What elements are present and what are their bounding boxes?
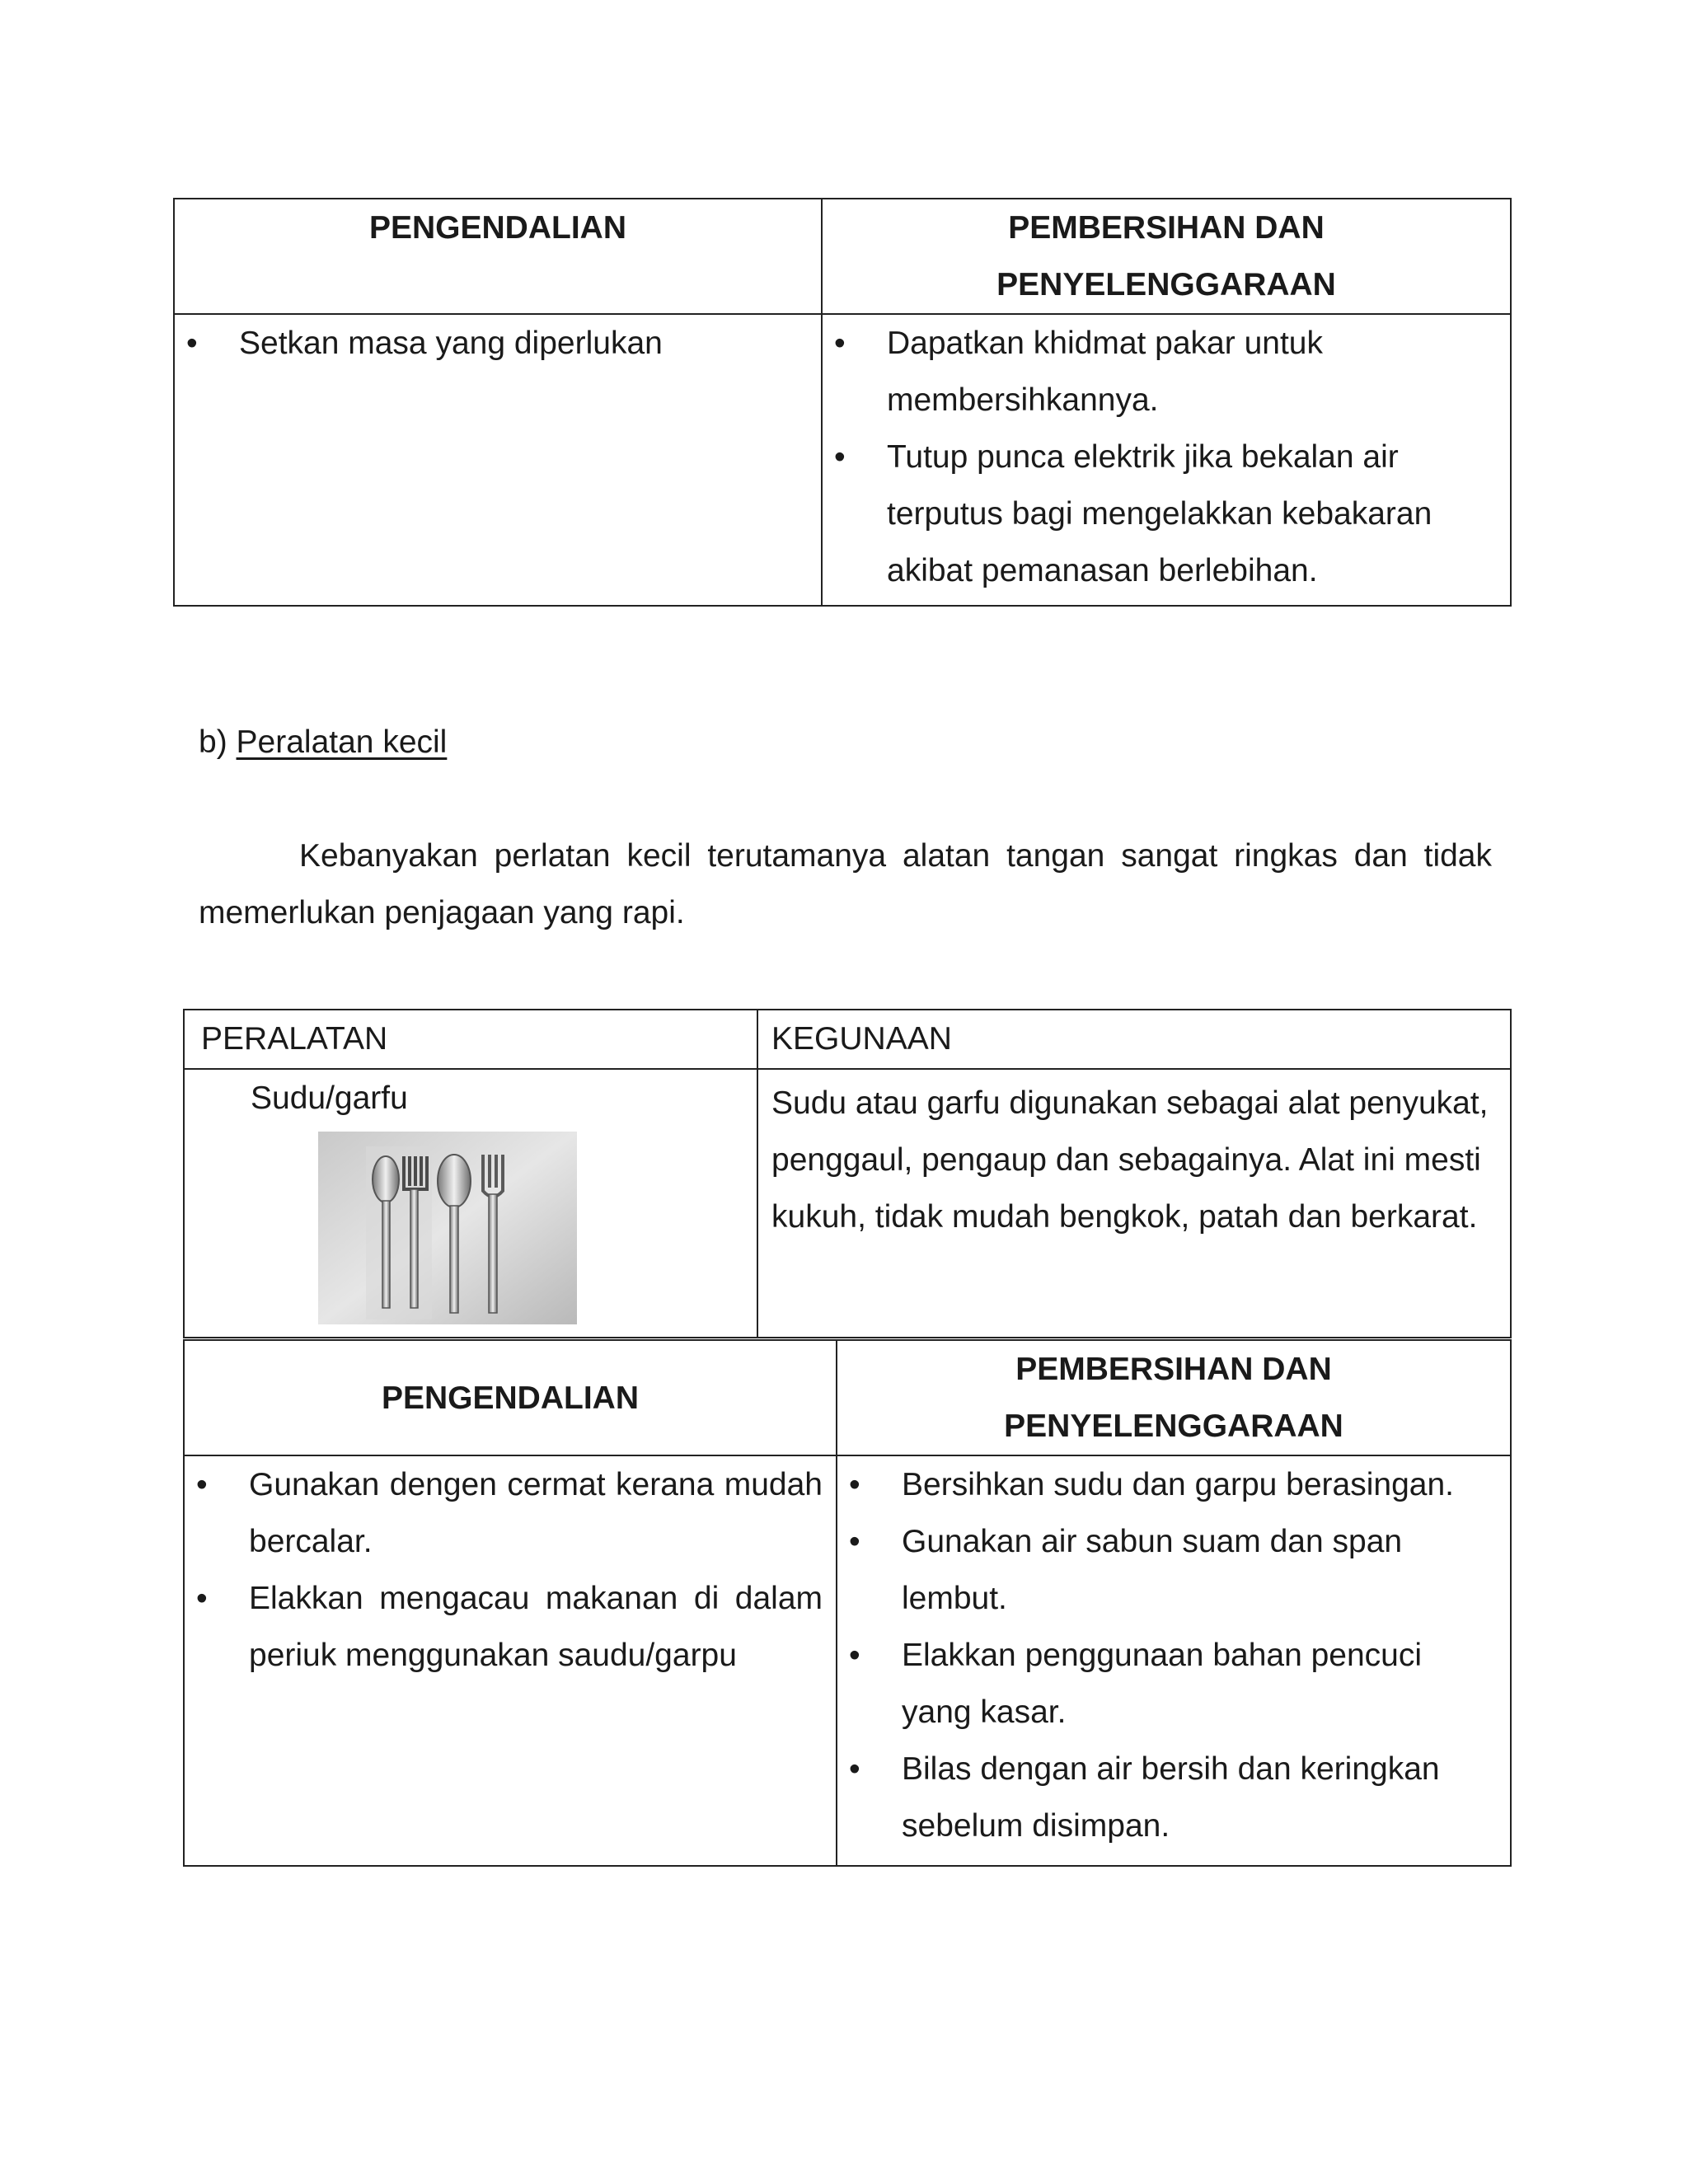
equipment-item-cell (184, 1069, 757, 1338)
list-item: • Bersihkan sudu dan garpu berasingan. (837, 1456, 1485, 1513)
care-table (183, 1339, 1512, 1867)
handling-header: PENGENDALIAN (381, 1380, 640, 1416)
list-item: • Elakkan penggunaan bahan pencuci yang kasar. (837, 1627, 1485, 1741)
cleaning-items-cell (822, 314, 1511, 606)
cleaning-header-cell (822, 199, 1511, 314)
handling-items-cell (184, 1455, 837, 1866)
cleaning-header-line2: PENYELENGGARAAN (1004, 1408, 1343, 1444)
cleaning-list (823, 315, 1510, 599)
cleaning-header-line1: PEMBERSIHAN DAN (1015, 1352, 1332, 1387)
cleaning-header-line1: PEMBERSIHAN DAN (1008, 210, 1325, 246)
list-item: • Dapatkan khidmat pakar untuk membersihkannya. (823, 315, 1461, 429)
handling-list (175, 315, 821, 372)
cleaning-header-line2: PENYELENGGARAAN (996, 267, 1336, 302)
maintenance-table-1 (173, 198, 1512, 607)
handling-list (185, 1456, 836, 1684)
section-prefix: b) (199, 724, 227, 760)
usage-cell (757, 1069, 1511, 1338)
list-item (185, 1456, 823, 1570)
usage-text: Sudu atau garfu digunakan sebagai alat penyukat, penggaul, pengaup dan sebagainya. Alat ini mesti kukuh, tidak mudah bengkok, patah dan berkarat. (771, 1085, 1489, 1235)
usage-header: KEGUNAAN (771, 1021, 952, 1057)
cleaning-items-cell (837, 1455, 1511, 1866)
cleaning-list (837, 1456, 1510, 1854)
list-item: • Gunakan air sabun suam dan span lembut. (837, 1513, 1485, 1627)
section-heading (199, 714, 447, 771)
intro-paragraph: Kebanyakan perlatan kecil terutamanya alatan tangan sangat ringkas dan tidak memerlukan penjagaan yang rapi. (199, 838, 1492, 930)
spoon-fork-image (318, 1132, 577, 1324)
equipment-header-cell (184, 1010, 757, 1069)
handling-header: PENGENDALIAN (368, 210, 627, 246)
handling-items-cell (174, 314, 822, 606)
list-item: • Bilas dengan air bersih dan keringkan sebelum disimpan. (837, 1741, 1485, 1854)
list-item: • Setkan masa yang diperlukan (175, 315, 821, 372)
handling-item-text: Gunakan dengen cermat kerana mudah bercalar. (249, 1467, 823, 1559)
equipment-table (183, 1009, 1512, 1338)
equipment-name: Sudu/garfu (251, 1080, 408, 1116)
handling-header-cell (184, 1340, 837, 1455)
handling-header-cell (174, 199, 822, 314)
handling-item-text: Elakkan mengacau makanan di dalam periuk menggunakan saudu/garpu (249, 1581, 823, 1673)
cleaning-header-cell (837, 1340, 1511, 1455)
section-title: Peralatan kecil (236, 724, 448, 760)
usage-header-cell (757, 1010, 1511, 1069)
list-item: • Tutup punca elektrik jika bekalan air terputus bagi mengelakkan kebakaran akibat pemanasan berlebihan. (823, 429, 1461, 599)
list-item (185, 1570, 823, 1684)
equipment-header: PERALATAN (201, 1021, 388, 1057)
